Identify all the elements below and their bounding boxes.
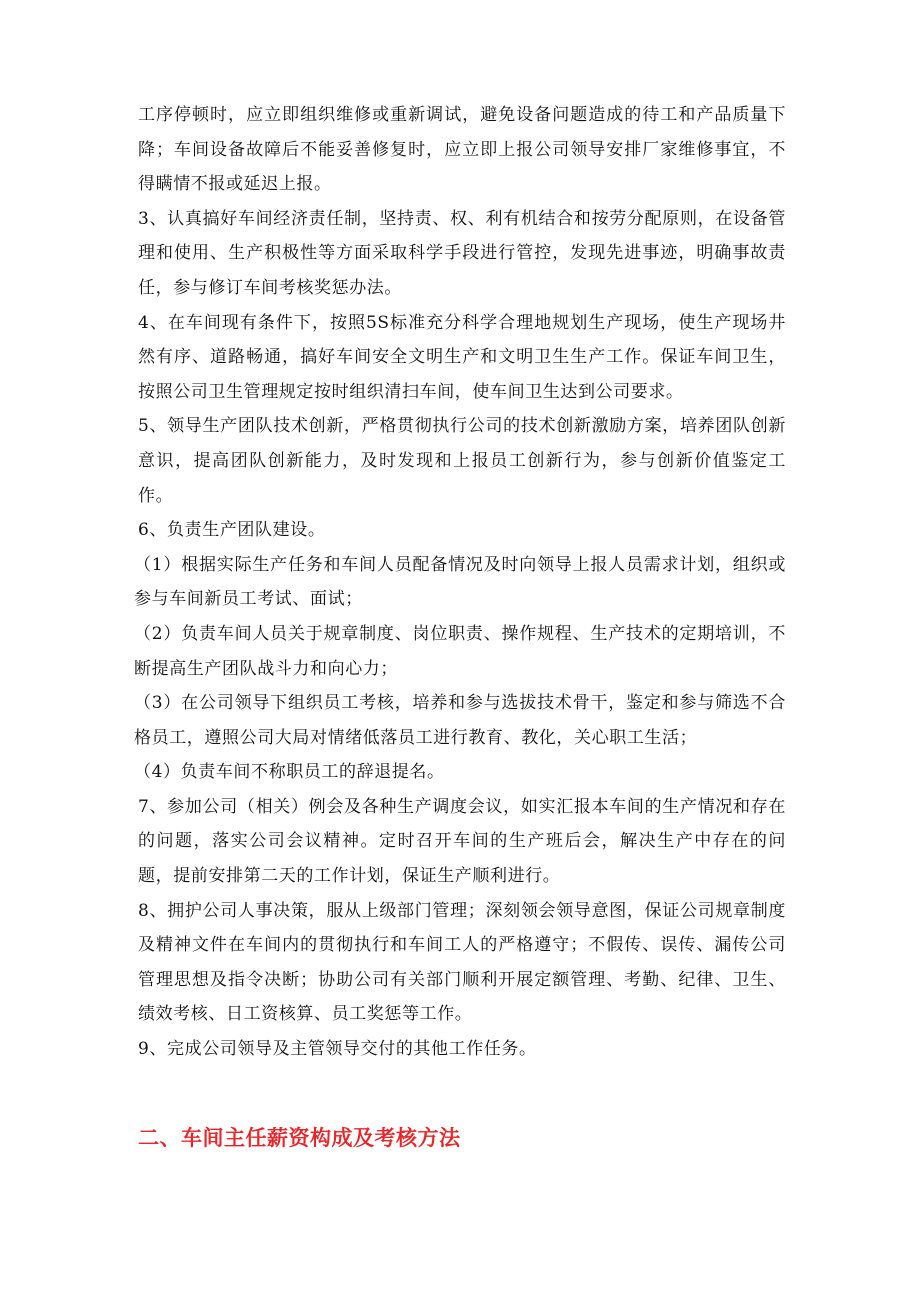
paragraph-item-6-sub-3: （3）在公司领导下组织员工考核，培养和参与选拔技术骨干，鉴定和参与筛选不合格员工，遵照公司大局对情绪低落员工进行教育、教化，关心职工生活； <box>134 693 786 748</box>
paragraph-item-6: 6、负责生产团队建设。 <box>138 520 326 541</box>
section-heading: 二、车间主任薪资构成及考核方法 <box>138 1126 461 1150</box>
paragraph-item-6-sub-4: （4）负责车间不称职员工的辞退提名。 <box>134 762 445 783</box>
paragraph-item-3: 3、认真搞好车间经济责任制，坚持责、权、利有机结合和按劳分配原则，在设备管理和使用、生产积极性等方面采取科学手段进行管控，发现先进事迹，明确事故责任，参与修订车间考核奖惩办法。 <box>138 208 786 298</box>
paragraph-item-6-sub-2: （2）负责车间人员关于规章制度、岗位职责、操作规程、生产技术的定期培训，不断提高生产团队战斗力和向心力； <box>134 623 786 679</box>
paragraph-item-5: 5、领导生产团队技术创新，严格贯彻执行公司的技术创新激励方案，培养团队创新意识，提高团队创新能力，及时发现和上报员工创新行为，参与创新价值鉴定工作。 <box>138 416 786 506</box>
paragraph-item-8: 8、拥护公司人事决策，服从上级部门管理；深刻领会领导意图，保证公司规章制度及精神文件在车间内的贯彻执行和车间工人的严格遵守；不假传、误传、漏传公司管理思想及指令决断；协助公司有关部门顺利开展定额管理、考勤、纪律、卫生、绩效考核、日工资核算、员工奖惩等工作。 <box>138 900 786 1025</box>
body-text <box>134 98 786 1067</box>
paragraph-item-9: 9、完成公司领导及主管领导交付的其他工作任务。 <box>138 1039 537 1060</box>
paragraph-item-6-sub-1: （1）根据实际生产任务和车间人员配备情况及时向领导上报人员需求计划，组织或参与车间新员工考试、面试； <box>134 554 786 610</box>
paragraph-equipment-repair: 工序停顿时，应立即组织维修或重新调试，避免设备问题造成的待工和产品质量下降；车间设备故障后不能妥善修复时，应立即上报公司领导安排厂家维修事宜，不得瞒情不报或延迟上报。 <box>138 105 786 195</box>
paragraph-item-4: 4、在车间现有条件下，按照5S标准充分科学合理地规划生产现场，使生产现场井然有序、道路畅通，搞好车间安全文明生产和文明卫生生产工作。保证车间卫生，按照公司卫生管理规定按时组织清扫车间，使车间卫生达到公司要求。 <box>138 312 786 402</box>
paragraph-item-7: 7、参加公司（相关）例会及各种生产调度会议，如实汇报本车间的生产情况和存在的问题，落实公司会议精神。定时召开车间的生产班后会，解决生产中存在的问题，提前安排第二天的工作计划，保证生产顺利进行。 <box>138 796 786 887</box>
